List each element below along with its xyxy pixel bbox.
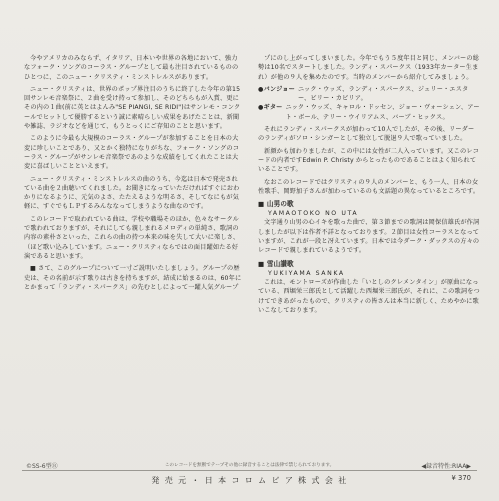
member-list-banjo	[258, 85, 480, 104]
liner-paragraph: このように今最も大規模のコーラス・グループが参加することを日本の大変に珍しいことであり、又とかく独特になりがちな、フォーク・ソングのコーラス・グループがサンレモ音楽祭であのような成績をしてくれたことは大変に喜ばしいことといえます。	[24, 135, 240, 171]
member-names: ニック・ウッズ、キャロル・ドッセン、ジョー・ヴォーシェン、アート・ボール、テリー・ウイリアムス、バーブ・ヒックス。	[285, 104, 480, 121]
liner-notes-right-column	[258, 54, 480, 318]
recording-characteristic: ◀録音特性:RIAA▶	[421, 463, 471, 470]
liner-paragraph: プにのし上がってしまいました。今年でもう５度年目と同じ、メンバーの総勢は10名でスタートしました。ランディ・スパークス（1933年カーター生まれ）が他の９人を集めたのです。当時のメンバーから紹介してみましょう。	[258, 55, 480, 81]
catalog-mark: ©SS-6型Ⓡ	[26, 463, 58, 470]
publisher-line: 発 売 元 ・ 日 本 コ ロ ム ビ ア 株 式 会 社	[151, 476, 348, 485]
liner-paragraph: ■ さて、このグループについて一寸ご説明いたしましょう。グループの歴史は、その名前が示す歌りは古きを持ちますが、結成に始まるのは、60年にとかまって「ランディ・スパークス」の先むとしによって一躍人気グループ	[24, 265, 242, 291]
song-romaji: YAMAOTOKO NO UTA	[268, 210, 359, 218]
liner-paragraph: このレコードで取われている曲は、学校や職場そのほか、色々なサークルで歌われておりますが、それにしても親しまれるメロディの単純さ、歌詞の内容の素朴さといった、これらの曲の持つ本来の味を失して大いに楽しさ、（ほど歌い込みしています。ニュー・クリスティならではの面目躍如たる好演であると思います。	[24, 215, 240, 260]
member-names: ニック・ウッズ、ランディ・スパークス、ジェリー・エスター、ビリー・カビリア。	[297, 85, 469, 103]
song-title: ■ 山男の歌	[258, 200, 294, 209]
liner-paragraph: なおこのレコードではクリスティの９人のメンバーと、もう一人、日本の女性歌手、岡野加子さんが加わっているのも文話題の異なっているところです。	[258, 178, 480, 195]
liner-paragraph: 新顔かも加わりましたが、この中には女性が二人入っています。又このレコードの内者ですEdwin P. Christy からとったものであることはよく知られていることです。	[258, 147, 479, 174]
copyright-notice: このレコードを無断でテープその他に録音することは法律で禁じられております。	[164, 463, 335, 468]
song-title: ■ 雪山讃歌	[258, 259, 294, 268]
liner-notes-left-column	[24, 54, 243, 295]
liner-paragraph: ニュー・クリスティ・ミンストレルスの曲のうち、今迄は日本で発売されている曲を２曲聴いてくれました。お聞きになっていただければすぐにおわかりになるように、元気のよさ、たたえるような明るさ、そしてなにもが気軽に、すぐでもＬＰするみんななってしまうような曲なのです。	[24, 175, 240, 211]
instrument-label: ●ギター	[258, 104, 283, 112]
song-description: 文字通り山男の心イキを歌った曲で、第３節までの歌詞は岡保信雄氏が作詞しましたが以下は作者不詳となっております。２節目は女性コーラスとなっていますが、これが一段と冴えています。日本では今ダーク・ダックスの方々のレコードで親しまれているようです。	[258, 219, 480, 255]
song-section-yamaotoko	[258, 199, 480, 255]
instrument-label: ●バンジョー	[258, 85, 295, 93]
song-description: これは、モントローズが作曲した「いとしのクレメンタイン」が原曲になっている、西堀栄三郎氏として活躍した西堀栄三郎氏が、それに、この歌詞をつけてできあがったもので、クリスティの皆さんは本当に新しく、ためやかに歌いこなしております。	[258, 278, 480, 314]
footer-divider	[22, 470, 477, 471]
song-romaji: YUKIYAMA SANKA	[268, 269, 345, 277]
song-section-yukiyama	[258, 259, 480, 315]
price-label: ¥ 370	[451, 474, 471, 482]
member-list-guitar	[258, 103, 480, 122]
liner-paragraph: それにランディ・スパークスが加わって10人でしたが、その後、リーダーのランディがソロ・シンガーとして独立して脱退９人で歌っていました。	[258, 126, 475, 143]
liner-paragraph: ニュー・クリスティは、世界のポップ界注目のうちに終了した今年の第15回サンレモ音楽祭に、２曲を受け持って参加し、そのどちらもが入賞、更にその内の１曲(前に英とはよんみ"SE PIANGI, SE RIDI")はサンレモ・コンクールでヒットして優勝するという誠に素晴らしい成果をあげたことは、新聞や雑誌、ラジオなどを通じて、もうとっくにご存知のことと思います。	[24, 85, 241, 131]
liner-paragraph: 今やアメリカのみならず、イタリア、日本いや世界の各地において、強力なフォーク・ソングのコーラス・グループとして最も注目されているもののひとつに、このニュー・クリスティ・ミンストレルスがあります。	[24, 55, 239, 81]
